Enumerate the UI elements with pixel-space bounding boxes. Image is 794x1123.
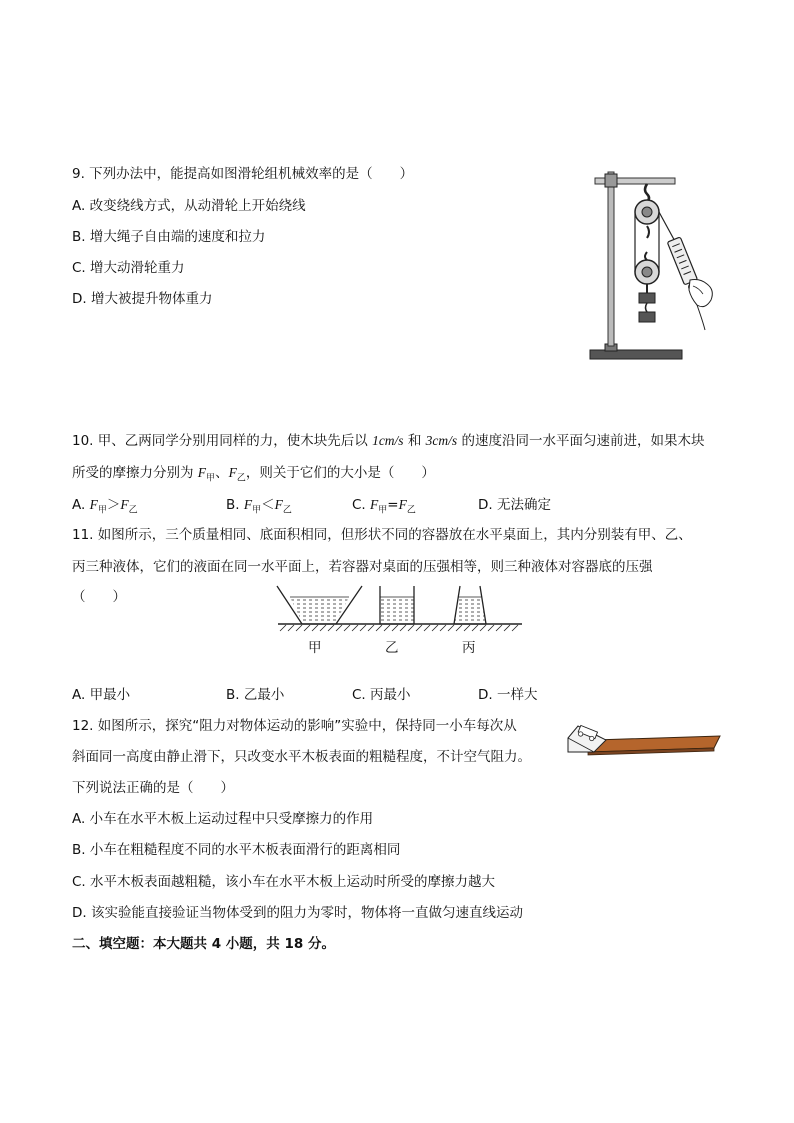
q9-stem: 9. 下列办法中，能提高如图滑轮组机械效率的是（ ）	[72, 166, 414, 182]
q10-line1-b: 和	[403, 433, 426, 449]
q12-line3: 下列说法正确的是（ ）	[72, 780, 234, 796]
q12-option-d: D. 该实验能直接验证当物体受到的阻力为零时，物体将一直做匀速直线运动	[72, 905, 523, 921]
q10-option-a-label: A.	[72, 497, 90, 513]
container-label-yi: 乙	[385, 640, 399, 656]
q12-line2: 斜面同一高度由静止滑下，只改变水平木板表面的粗糙程度，不计空气阻力。	[72, 749, 531, 765]
incline-board-figure	[564, 718, 724, 758]
q12-option-c: C. 水平木板表面越粗糙，该小车在水平木板上运动时所受的摩擦力越大	[72, 874, 496, 890]
q10-option-a-f2: F	[120, 497, 129, 512]
q10-option-c	[352, 496, 416, 520]
q10-line1	[72, 432, 704, 450]
q12-option-b: B. 小车在粗糙程度不同的水平木板表面滑行的距离相同	[72, 842, 401, 858]
q10-option-c-f2-sub: 乙	[406, 505, 416, 516]
q10-option-a-f1-sub: 甲	[97, 505, 107, 516]
pulley-system-figure	[585, 160, 730, 365]
q10-option-c-f1: F	[370, 497, 379, 512]
q10-line1-a: 10. 甲、乙两同学分别用同样的力，使木块先后以	[72, 433, 373, 449]
q10-option-b	[226, 496, 292, 520]
q10-option-a-f2-sub: 乙	[128, 505, 138, 516]
q10-line2-sep: 、	[215, 465, 229, 481]
q10-speed-1: 1cm/s	[372, 433, 404, 448]
q10-option-a	[72, 496, 138, 520]
container-label-jia: 甲	[308, 640, 322, 656]
q10-option-c-op: =	[387, 497, 399, 513]
q10-force-yi-sub: 乙	[236, 473, 246, 484]
q11-option-b: B. 乙最小	[226, 687, 285, 703]
q9-option-d: D. 增大被提升物体重力	[72, 291, 213, 307]
q10-line1-c: 的速度沿同一水平面匀速前进，如果木块	[457, 433, 705, 449]
q9-option-a: A. 改变绕线方式，从动滑轮上开始绕线	[72, 198, 306, 214]
q11-line2: 丙三种液体，它们的液面在同一水平面上，若容器对桌面的压强相等，则三种液体对容器底的压强	[72, 559, 653, 575]
q10-option-b-f1-sub: 甲	[252, 505, 262, 516]
q10-line2	[72, 464, 435, 488]
q10-option-d: D. 无法确定	[478, 497, 551, 513]
q10-option-b-f2: F	[274, 497, 283, 512]
q10-option-b-f2-sub: 乙	[282, 505, 292, 516]
q11-line1: 11. 如图所示，三个质量相同、底面积相同，但形状不同的容器放在水平桌面上，其内分别装有甲、乙、	[72, 527, 692, 543]
q11-option-c: C. 丙最小	[352, 687, 411, 703]
q9-option-b: B. 增大绳子自由端的速度和拉力	[72, 229, 266, 245]
q10-force-jia-sub: 甲	[206, 473, 216, 484]
container-label-bing: 丙	[462, 640, 476, 656]
q10-option-b-op: ＜	[261, 497, 275, 513]
q10-option-a-f1: F	[89, 497, 98, 512]
section-heading-fill-blank: 二、填空题：本大题共 4 小题，共 18 分。	[72, 936, 335, 952]
q12-option-a: A. 小车在水平木板上运动过程中只受摩擦力的作用	[72, 811, 374, 827]
q10-option-b-label: B.	[226, 497, 244, 513]
q10-speed-2: 3cm/s	[425, 433, 458, 448]
containers-figure	[272, 582, 524, 642]
q10-option-a-op: ＞	[106, 497, 121, 513]
q11-option-a: A. 甲最小	[72, 687, 131, 703]
q10-line2-b: ，则关于它们的大小是（ ）	[245, 465, 435, 481]
q10-option-b-f1: F	[243, 497, 253, 512]
q11-line3: （ ）	[72, 589, 126, 605]
q12-line1: 12. 如图所示，探究“阻力对物体运动的影响”实验中，保持同一小车每次从	[72, 718, 517, 734]
q10-option-c-f1-sub: 甲	[378, 505, 388, 516]
q10-force-jia: F	[197, 465, 207, 480]
q10-option-c-f2: F	[398, 497, 407, 512]
q10-force-yi: F	[228, 465, 237, 480]
q11-option-d: D. 一样大	[478, 687, 538, 703]
q9-option-c: C. 增大动滑轮重力	[72, 260, 185, 276]
q10-option-c-label: C.	[352, 497, 371, 513]
q10-line2-a: 所受的摩擦力分别为	[72, 465, 198, 481]
